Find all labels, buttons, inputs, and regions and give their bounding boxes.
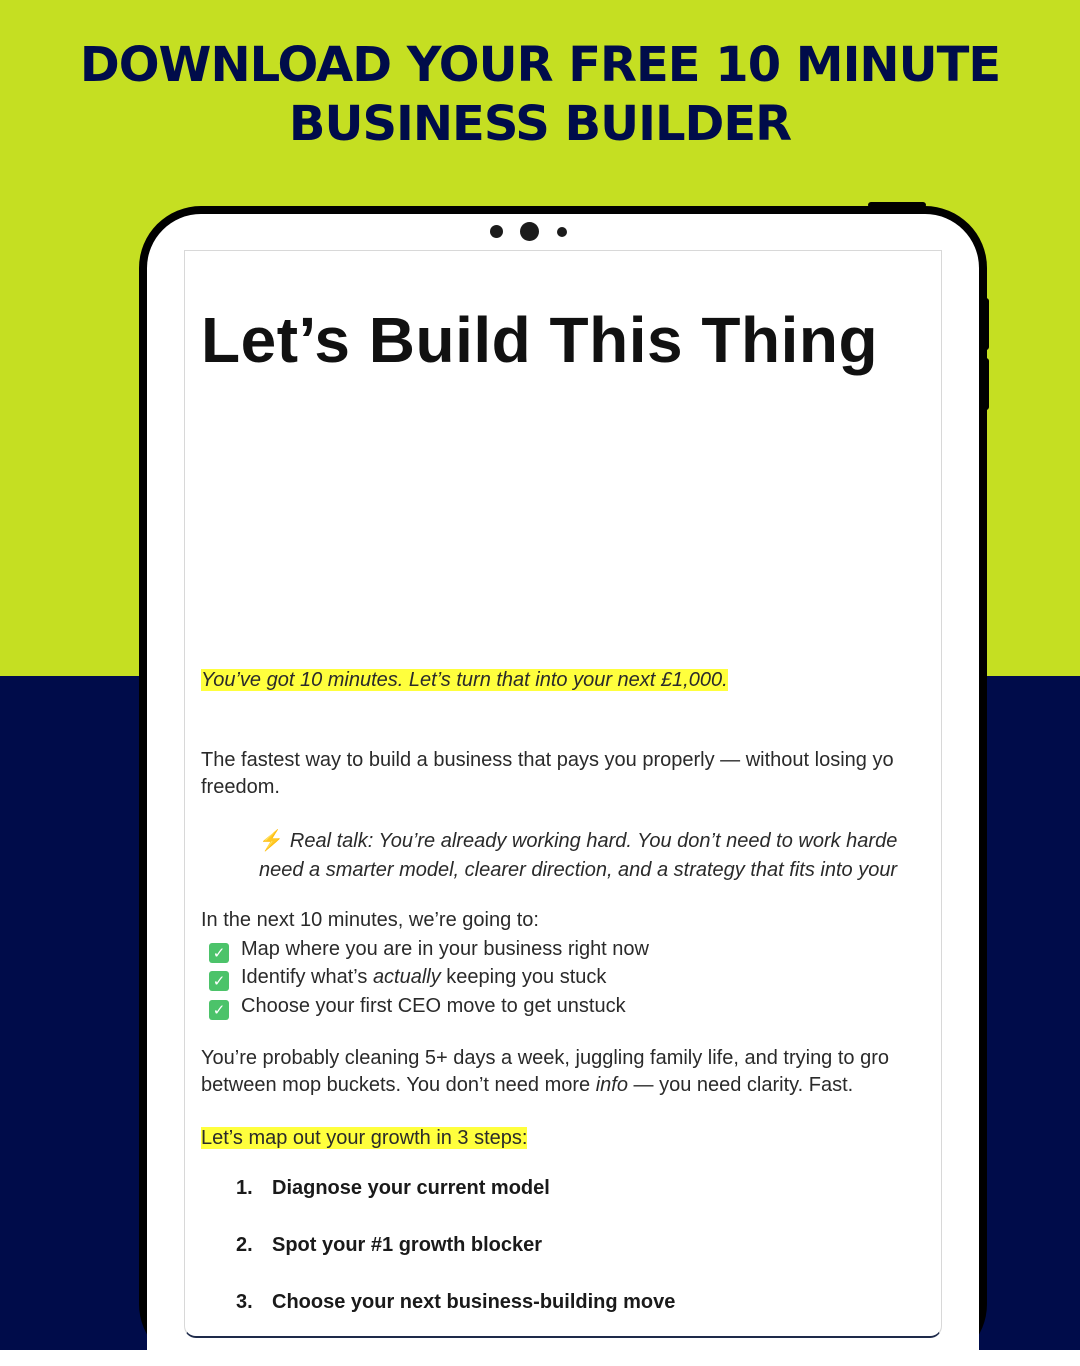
callout-line-2: need a smarter model, clearer direction, and a strategy that fits into your xyxy=(259,859,898,881)
checklist-text: Choose your first CEO move to get unstuck xyxy=(241,995,626,1017)
check-box-icon: ✓ xyxy=(209,943,229,963)
step-item-3 xyxy=(236,1291,675,1314)
body-paragraph xyxy=(201,1045,889,1099)
subtitle-highlight: You’ve got 10 minutes. Let’s turn that into your next £1,000. xyxy=(201,669,728,691)
camera-dot-right xyxy=(557,227,567,237)
step-number: 3. xyxy=(236,1291,253,1313)
check-box-icon: ✓ xyxy=(209,1000,229,1020)
callout-text-1: Real talk: You’re already working hard. You don’t need to work harde xyxy=(289,830,898,852)
body-line-1: You’re probably cleaning 5+ days a week, juggling family life, and trying to gro xyxy=(201,1047,890,1069)
checklist-emphasis: actually xyxy=(372,966,441,988)
camera-lens-icon xyxy=(520,222,539,241)
checklist-item xyxy=(209,936,649,963)
steps-intro xyxy=(201,1125,527,1152)
document-subtitle xyxy=(201,667,728,694)
body-line-2 xyxy=(201,1072,889,1099)
headline-line-2: BUSINESS BUILDER xyxy=(288,96,792,152)
camera-dot-left xyxy=(490,225,503,238)
body-line-2-end: — you need clarity. Fast. xyxy=(627,1074,854,1096)
step-text: Diagnose your current model xyxy=(272,1177,550,1199)
checklist-text: Map where you are in your business right now xyxy=(241,938,649,960)
body-emphasis: info xyxy=(595,1074,628,1096)
step-item-1 xyxy=(236,1177,550,1200)
intro-line-2: freedom. xyxy=(201,776,280,798)
callout-block xyxy=(259,827,897,885)
checklist-text-after: keeping you stuck xyxy=(440,966,607,988)
checklist-text: Identify what’s xyxy=(241,966,373,988)
checklist-item xyxy=(209,964,606,991)
next-intro: In the next 10 minutes, we’re going to: xyxy=(201,909,539,931)
step-number: 2. xyxy=(236,1234,253,1256)
checklist-item xyxy=(209,993,626,1020)
headline-line-1: DOWNLOAD YOUR FREE 10 MINUTE xyxy=(79,37,1001,93)
steps-intro-highlight: Let’s map out your growth in 3 steps: xyxy=(201,1127,528,1149)
intro-paragraph xyxy=(201,747,894,801)
check-box-icon: ✓ xyxy=(209,971,229,991)
step-text: Choose your next business-building move xyxy=(272,1291,676,1313)
lightning-bolt-icon: ⚡ xyxy=(259,830,284,852)
document-page xyxy=(184,250,942,1338)
step-item-2 xyxy=(236,1234,542,1257)
step-number: 1. xyxy=(236,1177,253,1199)
headline xyxy=(0,36,1080,154)
step-text: Spot your #1 growth blocker xyxy=(272,1234,543,1256)
intro-line-1: The fastest way to build a business that pays you properly — without losing yo xyxy=(201,749,894,771)
document-title: Let’s Build This Thing xyxy=(201,304,879,376)
callout-line-1 xyxy=(259,827,897,856)
body-line-2-start: between mop buckets. You don’t need more xyxy=(201,1074,596,1096)
